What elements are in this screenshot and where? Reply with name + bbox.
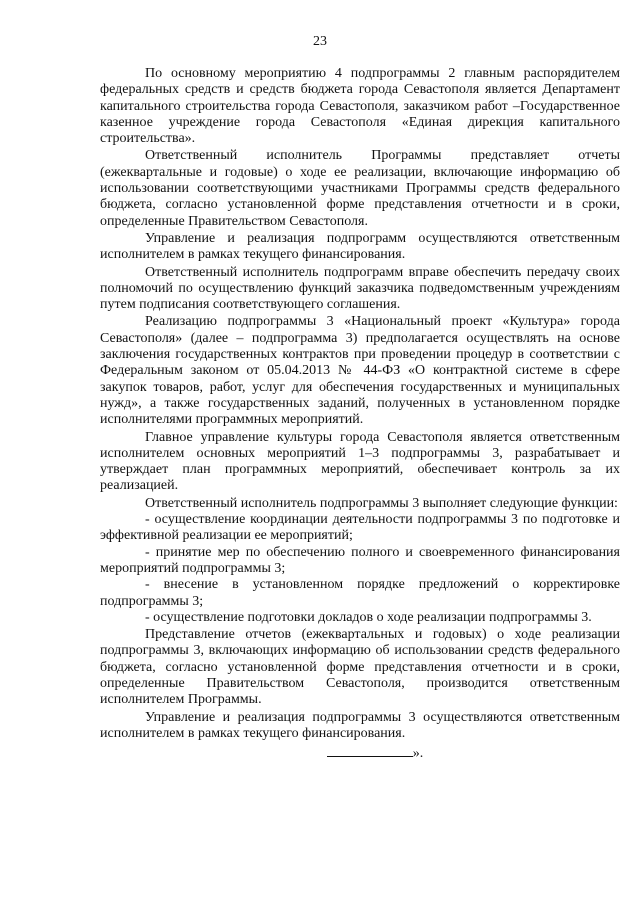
paragraph-report-submission: Представление отчетов (ежеквартальных и годовых) о ходе реализации подпрограммы 3, включающих информацию об использовании средств федерального бюджета, согласно установленной форме представления отчетности и в сроки, определенные Правительством Севастополя, производится ответственным исполнителем Программы.: [100, 627, 620, 708]
paragraph-reporting: Ответственный исполнитель Программы представляет отчеты (ежеквартальные и годовые) о ходе ее реализации, включающие информацию об использовании соответствующими участниками Программы средств федерального бюджета, согласно установленной форме представления отчетности и в сроки, определенные Правительством Севастополя.: [100, 148, 620, 229]
document-body: [100, 66, 620, 762]
function-item-coordination: - осуществление координации деятельности подпрограммы 3 по подготовке и эффективной реализации ее мероприятий;: [100, 512, 620, 544]
paragraph-final-management: Управление и реализация подпрограммы 3 осуществляются ответственным исполнителем в рамках текущего финансирования.: [100, 709, 620, 741]
paragraph-main-spender: По основному мероприятию 4 подпрограммы 2 главным распорядителем федеральных средств и средств бюджета города Севастополя является Департамент капитального строительства города Севастополя, заказчиком работ –Государственное казенное учреждение города Севастополя «Единая дирекция капитального строительства».: [100, 66, 620, 147]
function-item-proposals: - внесение в установленном порядке предложений о корректировке подпрограммы 3;: [100, 577, 620, 609]
page-number: 23: [313, 34, 327, 49]
paragraph-management: Управление и реализация подпрограмм осуществляются ответственным исполнителем в рамках текущего финансирования.: [100, 230, 620, 263]
closing-line: [100, 746, 620, 762]
function-item-financing: - принятие мер по обеспечению полного и своевременного финансирования мероприятий подпрограммы 3;: [100, 544, 620, 576]
paragraph-subprogram-3: Реализацию подпрограммы 3 «Национальный проект «Культура» города Севастополя» (далее – подпрограмма 3) предполагается осуществлять на основе заключения государственных контрактов при проведении процедур в соответствии с Федеральным законом от 05.04.2013 № 44-ФЗ «О контрактной системе в сфере закупок товаров, работ, услуг для обеспечения государственных и муниципальных нужд», а также государственных заданий, полученных в установленном порядке исполнителями программных мероприятий.: [100, 314, 620, 428]
closing-quote-mark: ».: [412, 746, 424, 762]
paragraph-delegation: Ответственный исполнитель подпрограмм вправе обеспечить передачу своих полномочий по осуществлению функций заказчика подведомственным учреждениям путем подписания соответствующего соглашения.: [100, 264, 620, 313]
closing-underline: [327, 746, 413, 757]
paragraph-functions-intro: Ответственный исполнитель подпрограммы 3 выполняет следующие функции:: [145, 495, 618, 511]
paragraph-culture-department: Главное управление культуры города Севастополя является ответственным исполнителем основных мероприятий 1–3 подпрограммы 3, разрабатывает и утверждает план программных мероприятий, обеспечивает контроль за их реализацией.: [100, 429, 620, 494]
function-item-reports: - осуществление подготовки докладов о ходе реализации подпрограммы 3.: [145, 609, 592, 625]
